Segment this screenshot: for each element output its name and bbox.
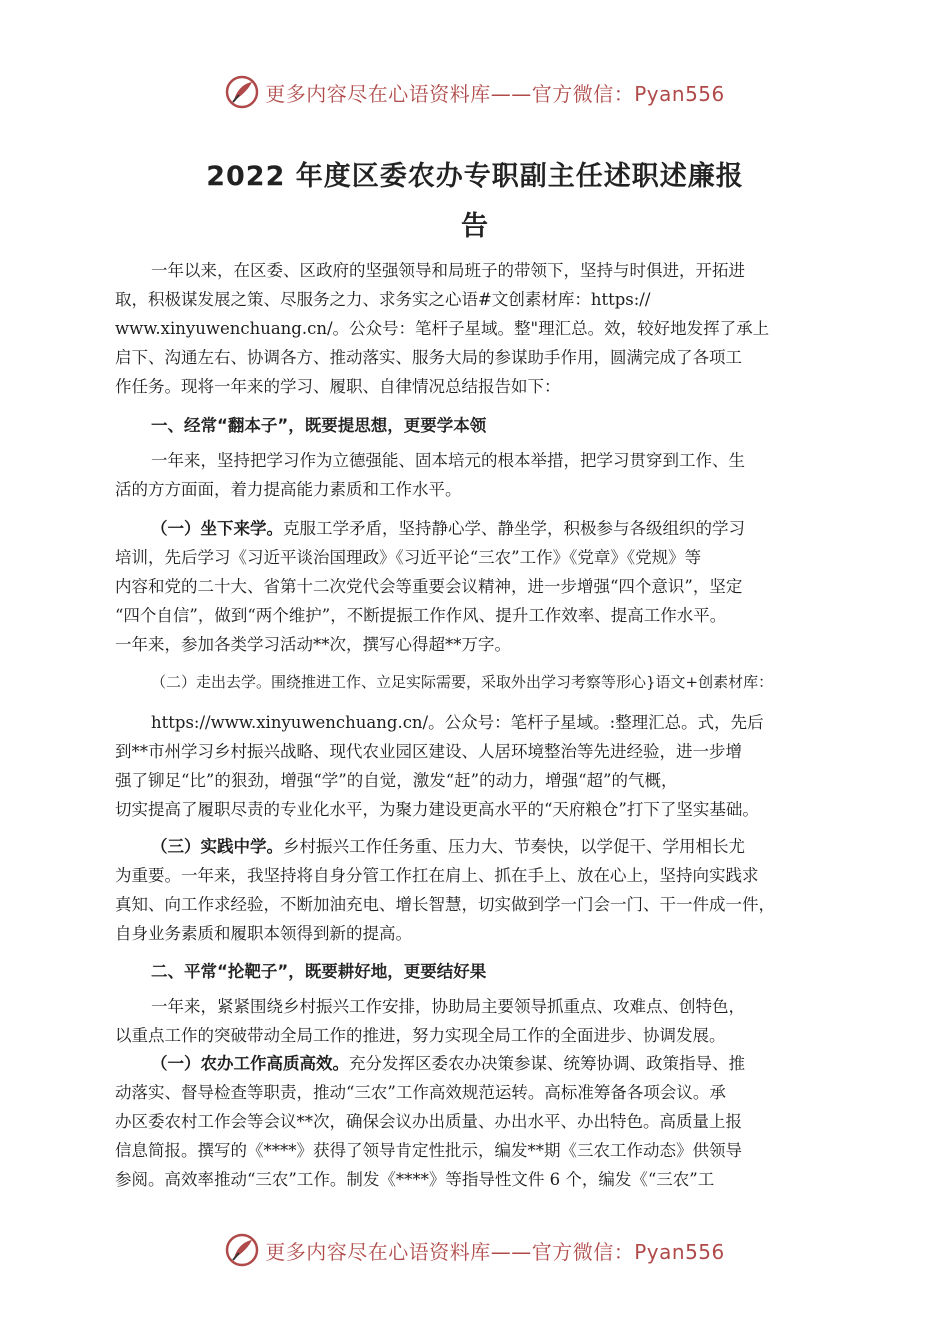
banner-text: 更多内容尽在心语资料库——官方微信：Pyan556 — [265, 81, 725, 106]
sub-heading: （一）坐下来学。 — [151, 519, 283, 538]
section1-sub1: （一）坐下来学。克服工学矛盾，坚持静心学、静坐学，积极参与各级组织的学习 培训，先后学习《习近平谈治国理政》《习近平论“三农”工作》《党章》《党规》等 内容和党的二十大、省第十二次党代会等重要会议精神，进一步增强“四个意识”，坚定 “四个自信”，做到“两个维护”，不断提振工作作风、提升工作效率、提高工作水平。 一年来，参加各类学习活动**次，撰写心得超**万字。 — [115, 519, 745, 654]
sub-heading: （一）农办工作高质高效。 — [151, 1054, 349, 1073]
section-heading-2: 二、平常“抡靶子”，既要耕好地，更要结好果 — [151, 962, 487, 981]
footer-banner — [0, 1230, 950, 1270]
section1-sub2-first: （二）走出去学。围绕推进工作、立足实际需要，采取外出学习考察等形心}语文+创素材库： — [151, 673, 774, 691]
document-title-cont: 告 — [461, 211, 489, 242]
header-banner — [0, 72, 950, 112]
section1-paragraph: 一年来，坚持把学习作为立德强能、固本培元的根本举措，把学习贯穿到工作、生 活的方方面面，着力提高能力素质和工作水平。 — [115, 451, 745, 499]
sub-heading: （三）实践中学。 — [151, 837, 283, 856]
section2-paragraph: 一年来，紧紧围绕乡村振兴工作安排，协助局主要领导抓重点、攻难点、创特色， 以重点工作的突破带动全局工作的推进，努力实现全局工作的全面进步、协调发展。 — [115, 997, 745, 1045]
section1-sub3: （三）实践中学。乡村振兴工作任务重、压力大、节奏快，以学促干、学用相长尤 为重要。一年来，我坚持将自身分管工作扛在肩上、抓在手上、放在心上，坚持向实践求 真知、向工作求经验，不断加油充电、增长智慧，切实做到学一门会一门、干一件成一件， 自身业务素质和履职本领得到新的提高。 — [115, 837, 775, 943]
section1-sub2: https://www.xinyuwenchuang.cn/。公众号：笔杆子星域。:整理汇总。式，先后 到**市州学习乡村振兴战略、现代农业园区建设、人居环境整治等先进经验，进一步增 强了铆足“比”的狠劲，增强“学”的自觉，激发“赶”的动力，增强“超”的气概， 切实提高了履职尽责的专业化水平，为聚力建设更高水平的“天府粮仓”打下了坚实基础。 — [115, 713, 764, 819]
quill-logo-icon — [225, 1233, 259, 1267]
section-heading-1: 一、经常“翻本子”，既要提思想，更要学本领 — [151, 416, 487, 435]
document-title: 2022 年度区委农办专职副主任述职述廉报 — [206, 161, 744, 192]
quill-logo-icon — [225, 75, 259, 109]
intro-paragraph: 一年以来，在区委、区政府的坚强领导和局班子的带领下，坚持与时俱进，开拓进 取，积极谋发展之策、尽服务之力、求务实之心语#文创素材库：https:// www.xinyuwenchuang.cn/。公众号：笔杆子星域。整"理汇总。效，较好地发挥了承上 启下、沟通左右、协调各方、推动落实、服务大局的参谋助手作用，圆满完成了各项工 作任务。现将一年来的学习、履职、自律情况总结报告如下： — [115, 261, 770, 396]
banner-text: 更多内容尽在心语资料库——官方微信：Pyan556 — [265, 1239, 725, 1264]
section2-sub1: （一）农办工作高质高效。充分发挥区委农办决策参谋、统筹协调、政策指导、推 动落实、督导检查等职责，推动“三农”工作高效规范运转。高标准筹备各项会议。承 办区委农村工作会等会议**次，确保会议办出质量、办出水平、办出特色。高质量上报 信息简报。撰写的《****》获得了领导肯定性批示，编发**期《三农工作动态》供领导 参阅。高效率推动“三农”工作。制发《****》等指导性文件 6 个，编发《“三农”工 — [115, 1054, 745, 1189]
